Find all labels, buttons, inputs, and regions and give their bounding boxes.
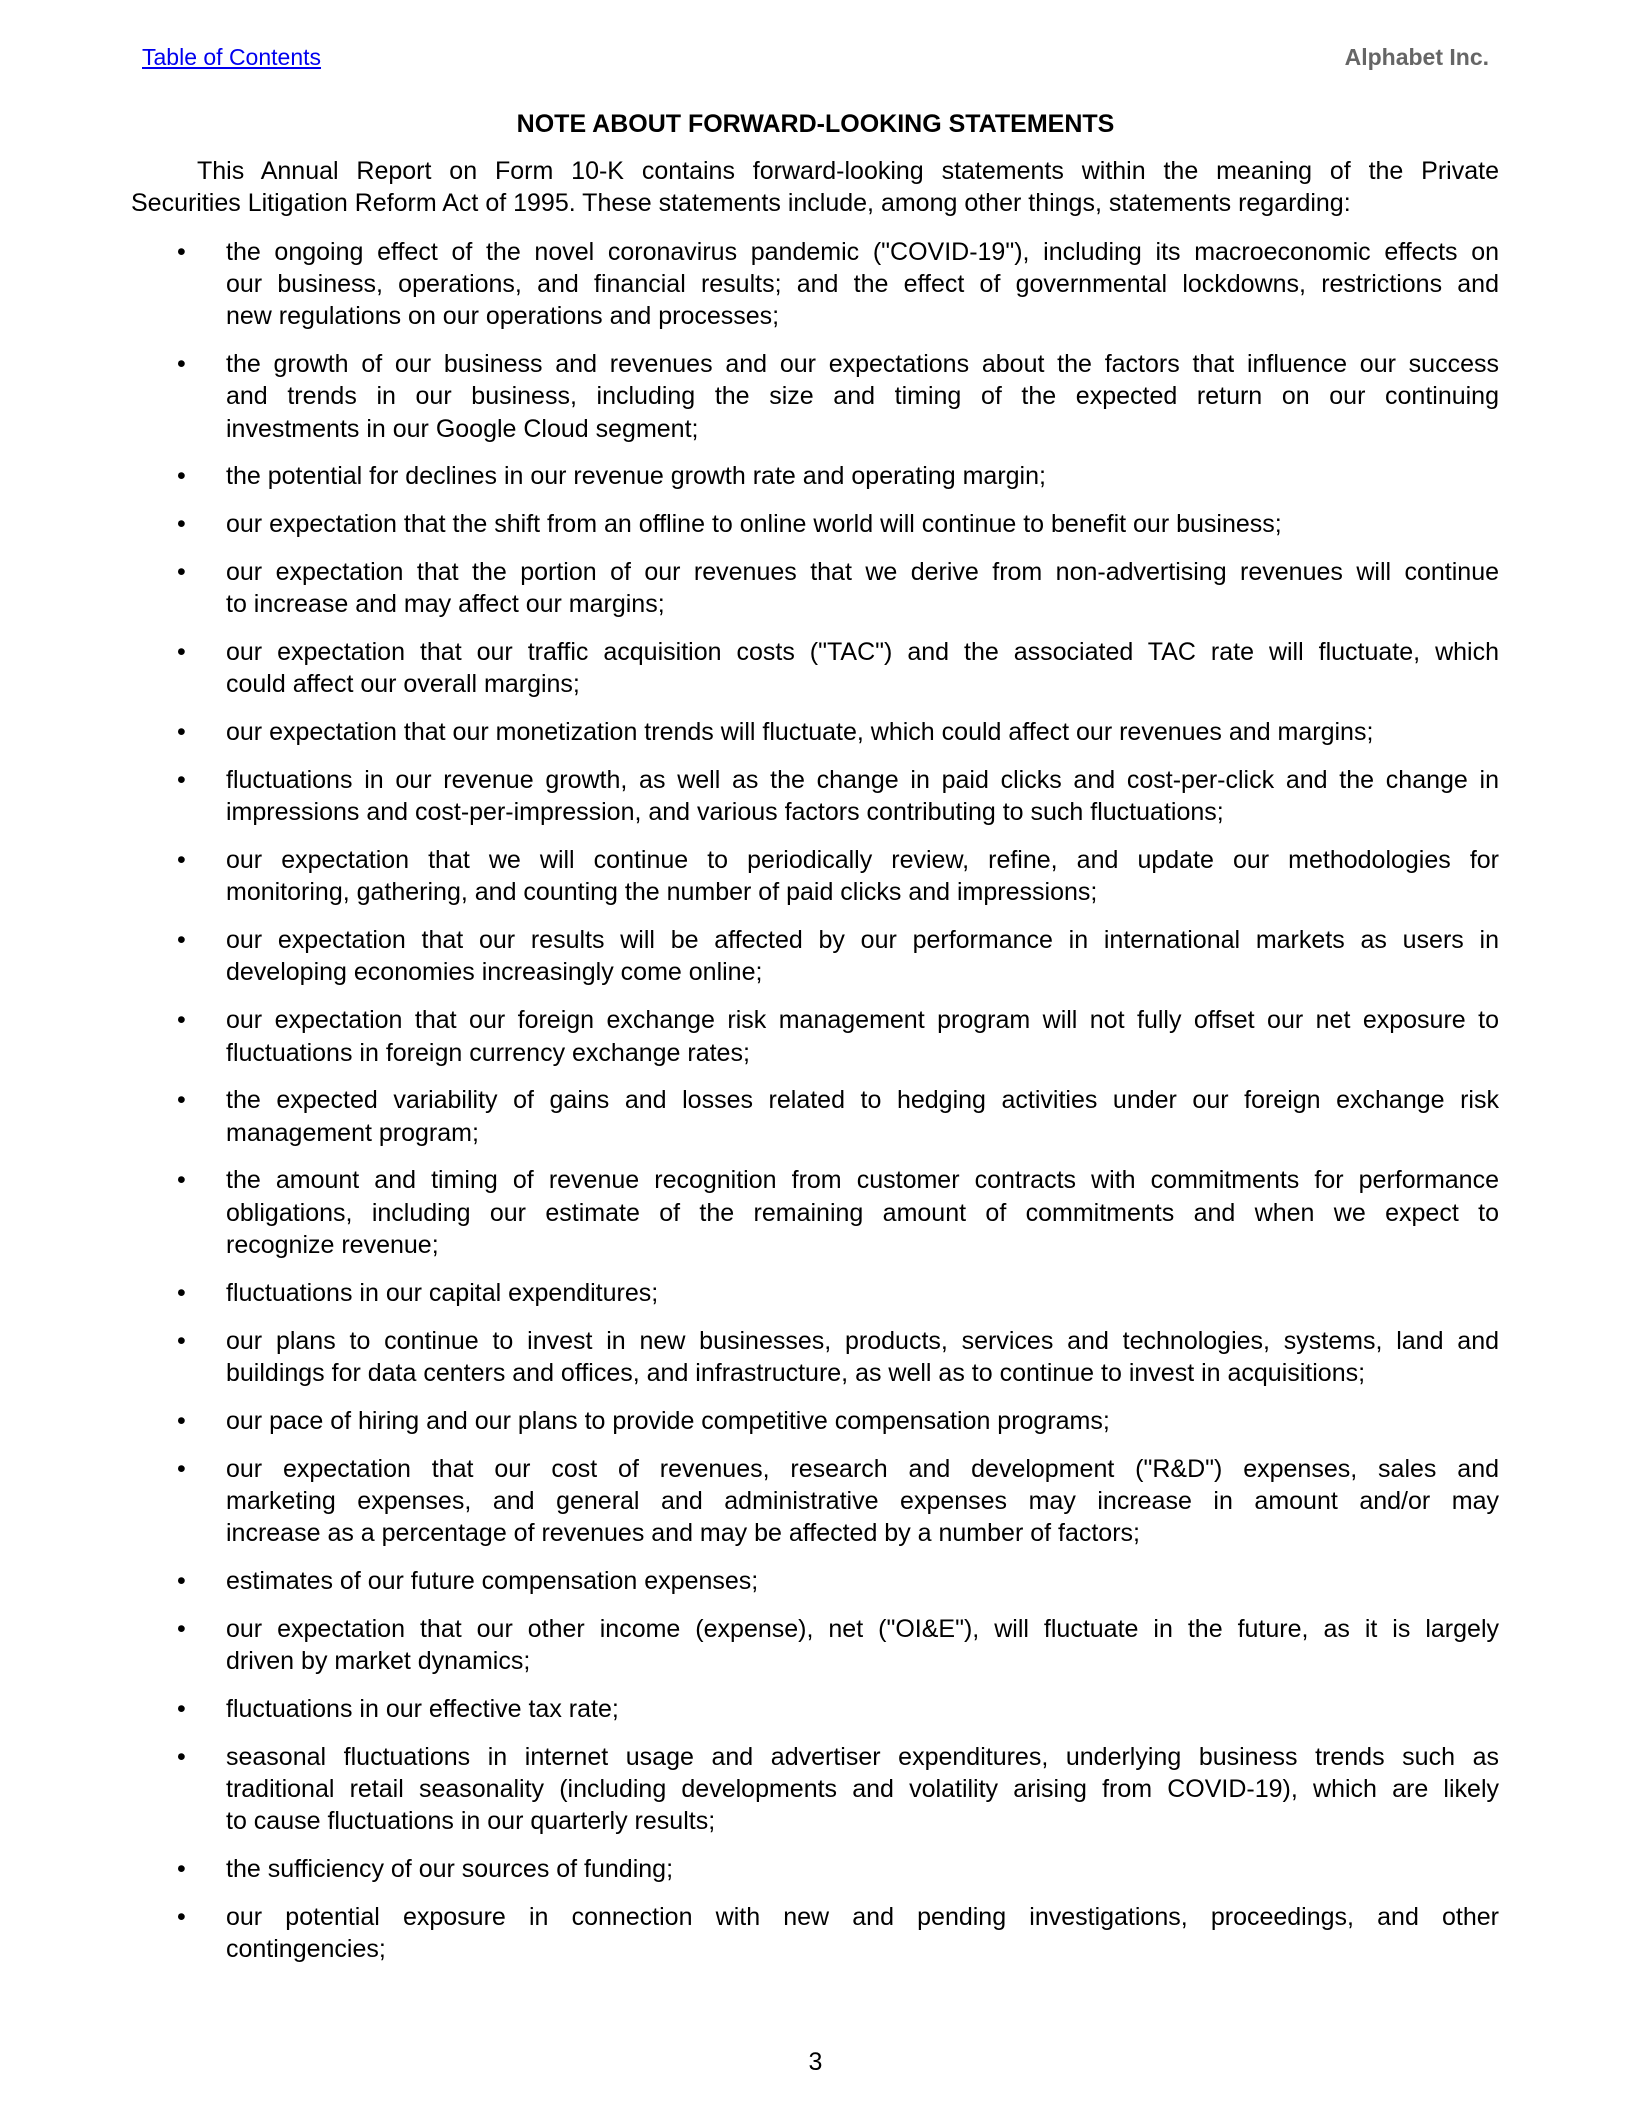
text-line: seasonal fluctuations in internet usage and advertiser expenditures, underlying business trends such as — [226, 1742, 1499, 1771]
list-item — [131, 1325, 1499, 1390]
text-line: our potential exposure in connection with new and pending investigations, proceedings, and other — [226, 1902, 1499, 1931]
text-line: the growth of our business and revenues and our expectations about the factors that influence our success — [226, 349, 1499, 378]
bullet-icon: • — [177, 718, 186, 747]
text-line: marketing expenses, and general and administrative expenses may increase in amount and/or may — [226, 1486, 1499, 1515]
bullet-icon: • — [177, 557, 186, 586]
text-line: our expectation that our traffic acquisition costs ("TAC") and the associated TAC rate will fluctuate, which — [226, 638, 1499, 667]
text-line: the potential for declines in our revenue growth rate and operating margin; — [226, 462, 1046, 491]
section-title: NOTE ABOUT FORWARD-LOOKING STATEMENTS — [516, 110, 1115, 138]
list-item — [131, 924, 1499, 989]
list-item — [131, 1084, 1499, 1149]
text-line: traditional retail seasonality (including developments and volatility arising from COVID-19), which are likely — [226, 1774, 1499, 1803]
list-item — [131, 1405, 1499, 1437]
text-line: our expectation that we will continue to periodically review, refine, and update our methodologies for — [226, 846, 1499, 875]
list-item — [131, 1613, 1499, 1678]
list-item — [131, 460, 1499, 492]
text-line: and trends in our business, including the size and timing of the expected return on our continuing — [226, 382, 1499, 411]
bullet-icon: • — [177, 237, 186, 266]
bullet-icon: • — [177, 1326, 186, 1355]
bullet-icon: • — [177, 1006, 186, 1035]
text-line: our expectation that the shift from an offline to online world will continue to benefit our business; — [226, 510, 1282, 539]
text-line: our business, operations, and financial results; and the effect of governmental lockdowns, restrictions and — [226, 269, 1499, 298]
text-line: impressions and cost-per-impression, and various factors contributing to such fluctuations; — [226, 798, 1224, 827]
text-line: our expectation that our foreign exchange risk management program will not fully offset our net exposure to — [226, 1006, 1499, 1035]
text-line: our expectation that our results will be affected by our performance in international markets as users in — [226, 926, 1499, 955]
list-item — [131, 1453, 1499, 1550]
bullet-icon: • — [177, 1566, 186, 1595]
bullet-icon: • — [177, 926, 186, 955]
list-item — [131, 508, 1499, 540]
page-number: 3 — [808, 2048, 823, 2076]
text-line: driven by market dynamics; — [226, 1646, 531, 1675]
list-item — [131, 1901, 1499, 1966]
text-line: management program; — [226, 1118, 479, 1147]
bullet-icon: • — [177, 1278, 186, 1307]
text-line: investments in our Google Cloud segment; — [226, 414, 699, 443]
text-line: fluctuations in foreign currency exchange rates; — [226, 1038, 750, 1067]
list-item — [131, 844, 1499, 909]
list-item — [131, 556, 1499, 621]
bullet-icon: • — [177, 1454, 186, 1483]
bullet-icon: • — [177, 1694, 186, 1723]
text-line: recognize revenue; — [226, 1231, 439, 1260]
text-line: our expectation that the portion of our revenues that we derive from non-advertising revenues will continue — [226, 557, 1499, 586]
table-of-contents-link[interactable]: Table of Contents — [142, 44, 322, 70]
text-line: the amount and timing of revenue recognition from customer contracts with commitments for performance — [226, 1166, 1499, 1195]
list-item — [131, 1565, 1499, 1597]
text-line: the sufficiency of our sources of funding; — [226, 1854, 674, 1883]
list-item — [131, 764, 1499, 829]
text-line: the expected variability of gains and losses related to hedging activities under our foreign exchange risk — [226, 1086, 1499, 1115]
list-item — [131, 1004, 1499, 1069]
bullet-icon: • — [177, 1614, 186, 1643]
company-name: Alphabet Inc. — [1344, 44, 1489, 70]
list-item — [131, 1693, 1499, 1725]
list-item — [131, 1277, 1499, 1309]
text-line: Securities Litigation Reform Act of 1995. These statements include, among other things, statements regarding: — [131, 189, 1351, 218]
list-item — [131, 1741, 1499, 1838]
text-line: monitoring, gathering, and counting the number of paid clicks and impressions; — [226, 878, 1098, 907]
text-line: to cause fluctuations in our quarterly results; — [226, 1807, 716, 1836]
text-line: fluctuations in our revenue growth, as well as the change in paid clicks and cost-per-click and the change in — [226, 765, 1499, 794]
bullet-icon: • — [177, 510, 186, 539]
text-line: our expectation that our cost of revenues, research and development ("R&D") expenses, sales and — [226, 1454, 1499, 1483]
document-body — [131, 155, 1499, 1981]
list-item — [131, 636, 1499, 701]
bullet-icon: • — [177, 349, 186, 378]
list-item — [131, 348, 1499, 445]
bullet-icon: • — [177, 1902, 186, 1931]
text-line: This Annual Report on Form 10-K contains forward-looking statements within the meaning of the Private — [197, 157, 1499, 185]
text-line: our pace of hiring and our plans to provide competitive compensation programs; — [226, 1406, 1110, 1435]
bullet-icon: • — [177, 846, 186, 875]
bullet-icon: • — [177, 638, 186, 667]
bullet-icon: • — [177, 1086, 186, 1115]
text-line: obligations, including our estimate of the remaining amount of commitments and when we expect to — [226, 1198, 1499, 1227]
text-line: the ongoing effect of the novel coronavirus pandemic ("COVID-19"), including its macroeconomic effects on — [226, 237, 1499, 266]
text-line: contingencies; — [226, 1935, 386, 1964]
list-item — [131, 236, 1499, 333]
text-line: our expectation that our monetization trends will fluctuate, which could affect our revenues and margins; — [226, 718, 1374, 747]
text-line: to increase and may affect our margins; — [226, 590, 665, 619]
text-line: estimates of our future compensation expenses; — [226, 1566, 759, 1595]
bullet-list — [131, 236, 1499, 1966]
intro-paragraph — [131, 155, 1499, 220]
list-item — [131, 716, 1499, 748]
list-item — [131, 1164, 1499, 1261]
text-line: fluctuations in our effective tax rate; — [226, 1694, 619, 1723]
list-item — [131, 1853, 1499, 1885]
text-line: our plans to continue to invest in new businesses, products, services and technologies, systems, land and — [226, 1326, 1499, 1355]
bullet-icon: • — [177, 1166, 186, 1195]
text-line: our expectation that our other income (expense), net ("OI&E"), will fluctuate in the future, as it is largely — [226, 1614, 1499, 1643]
bullet-icon: • — [177, 1406, 186, 1435]
text-line: buildings for data centers and offices, and infrastructure, as well as to continue to invest in acquisitions; — [226, 1358, 1366, 1387]
text-line: increase as a percentage of revenues and may be affected by a number of factors; — [226, 1519, 1140, 1548]
bullet-icon: • — [177, 1742, 186, 1771]
bullet-icon: • — [177, 1854, 186, 1883]
text-line: fluctuations in our capital expenditures; — [226, 1278, 659, 1307]
bullet-icon: • — [177, 765, 186, 794]
bullet-icon: • — [177, 462, 186, 491]
text-line: could affect our overall margins; — [226, 670, 580, 699]
text-line: new regulations on our operations and processes; — [226, 302, 780, 331]
text-line: developing economies increasingly come online; — [226, 958, 763, 987]
